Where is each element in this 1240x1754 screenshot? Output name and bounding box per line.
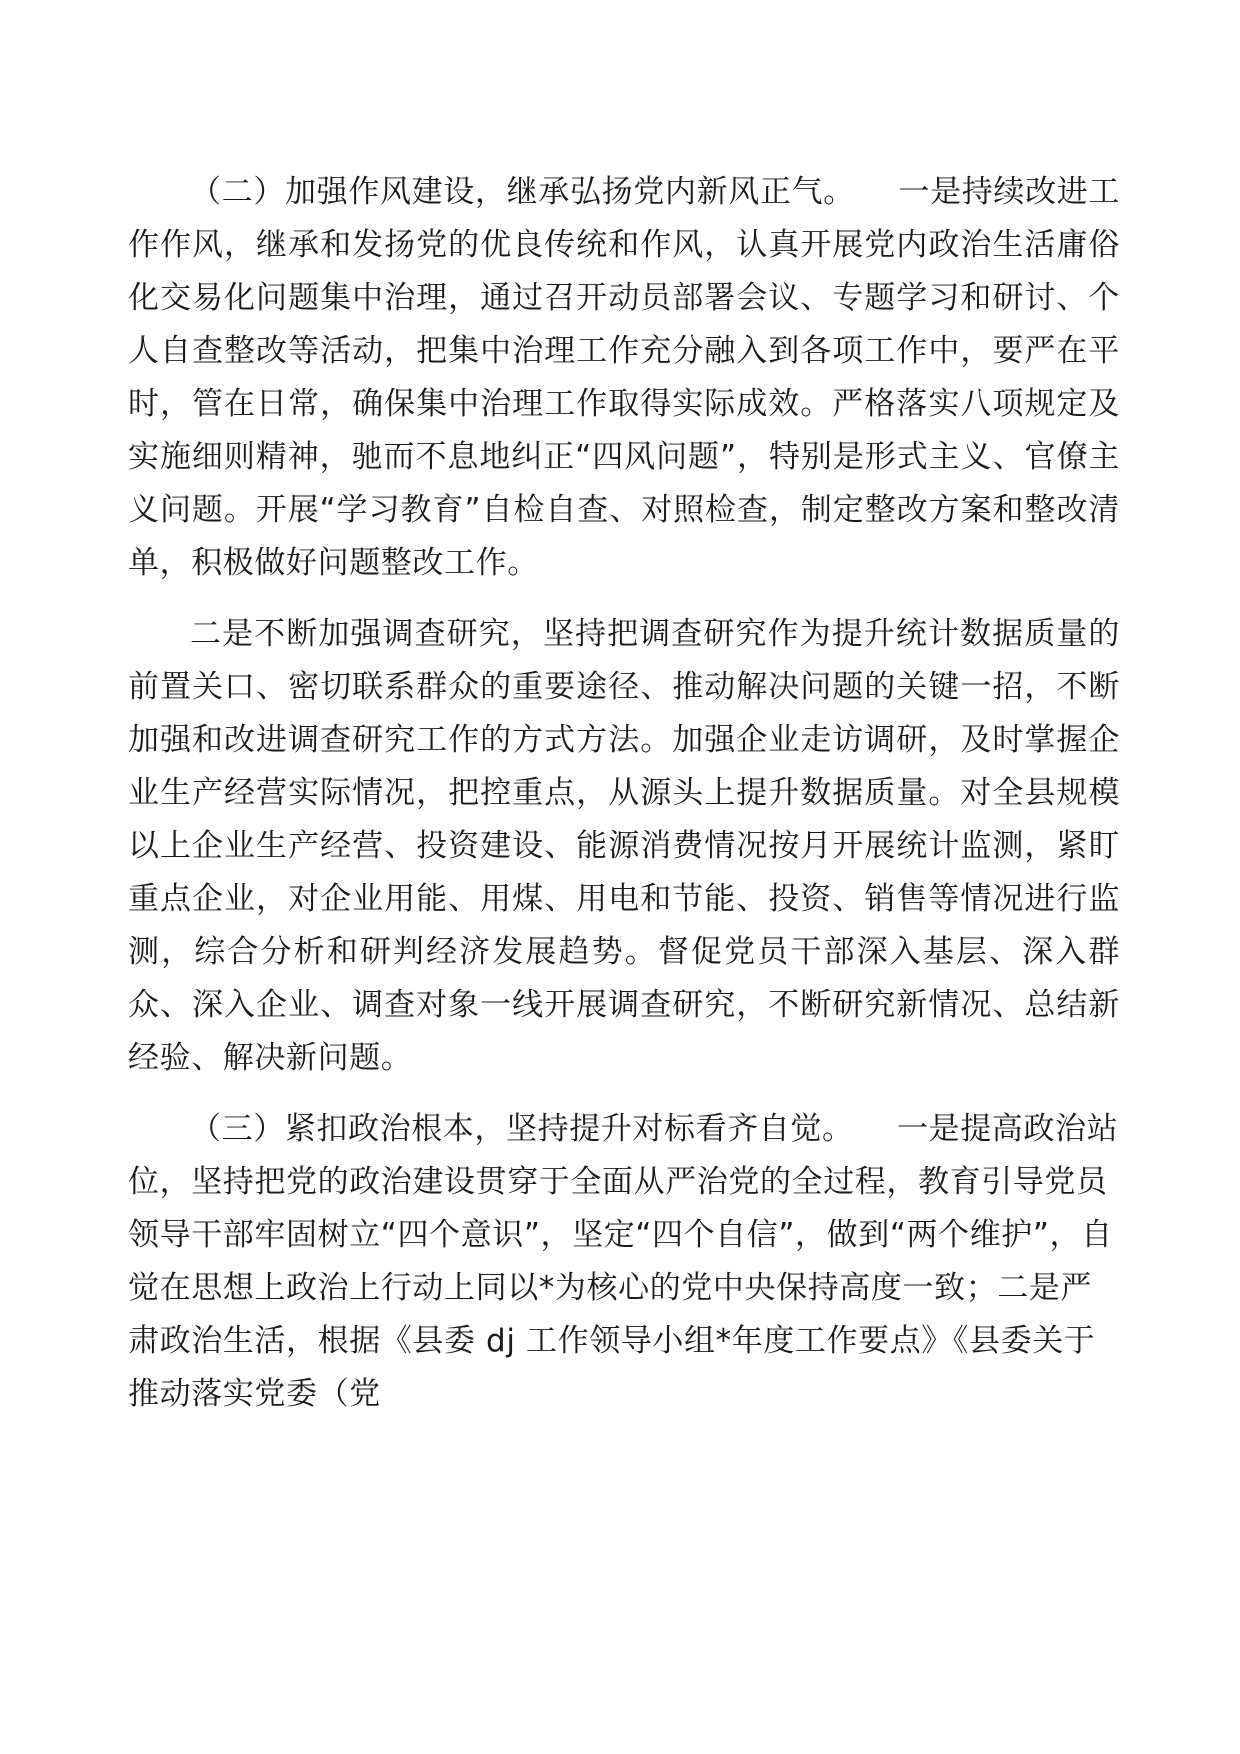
- paragraph-research: [128, 608, 1120, 1085]
- paragraph-political: [128, 1103, 1120, 1421]
- paragraph-work-style: [128, 166, 1120, 590]
- paragraph-text: 二是不断加强调查研究，坚持把调查研究作为提升统计数据质量的前置关口、密切联系群众的重要途径、推动解决问题的关键一招，不断加强和改进调查研究工作的方式方法。加强企业走访调研，及时掌握企业生产经营实际情况，把控重点，从源头上提升数据质量。对全县规模以上企业生产经营、投资建设、能源消费情况按月开展统计监测，紧盯重点企业，对企业用能、用煤、用电和节能、投资、销售等情况进行监测，综合分析和研判经济发展趋势。督促党员干部深入基层、深入群众、深入企业、调查对象一线开展调查研究，不断研究新情况、总结新经验、解决新问题。: [128, 616, 1120, 1076]
- section-heading-3: （三）紧扣政治根本，坚持提升对标看齐自觉。: [190, 1111, 854, 1147]
- document-body: [128, 166, 1120, 1439]
- paragraph-text: 一是持续改进工作作风，继承和发扬党的优良传统和作风，认真开展党内政治生活庸俗化交易化问题集中治理，通过召开动员部署会议、专题学习和研讨、个人自查整改等活动，把集中治理工作充分融入到各项工作中，要严在平时，管在日常，确保集中治理工作取得实际成效。严格落实八项规定及实施细则精神，驰而不息地纠正“四风问题”，特别是形式主义、官僚主义问题。开展“学习教育”自检自查、对照检查，制定整改方案和整改清单，积极做好问题整改工作。: [128, 174, 1120, 581]
- section-heading-2: （二）加强作风建设，继承弘扬党内新风正气。: [190, 174, 855, 210]
- paragraph-text: 一是提高政治站位，坚持把党的政治建设贯穿于全面从严治党的全过程，教育引导党员领导干部牢固树立“四个意识”，坚定“四个自信”，做到“两个维护”，自觉在思想上政治上行动上同以*为核心的党中央保持高度一致；二是严肃政治生活，根据《县委 dj 工作领导小组*年度工作要点》《县委关于推动落实党委（党: [128, 1111, 1119, 1412]
